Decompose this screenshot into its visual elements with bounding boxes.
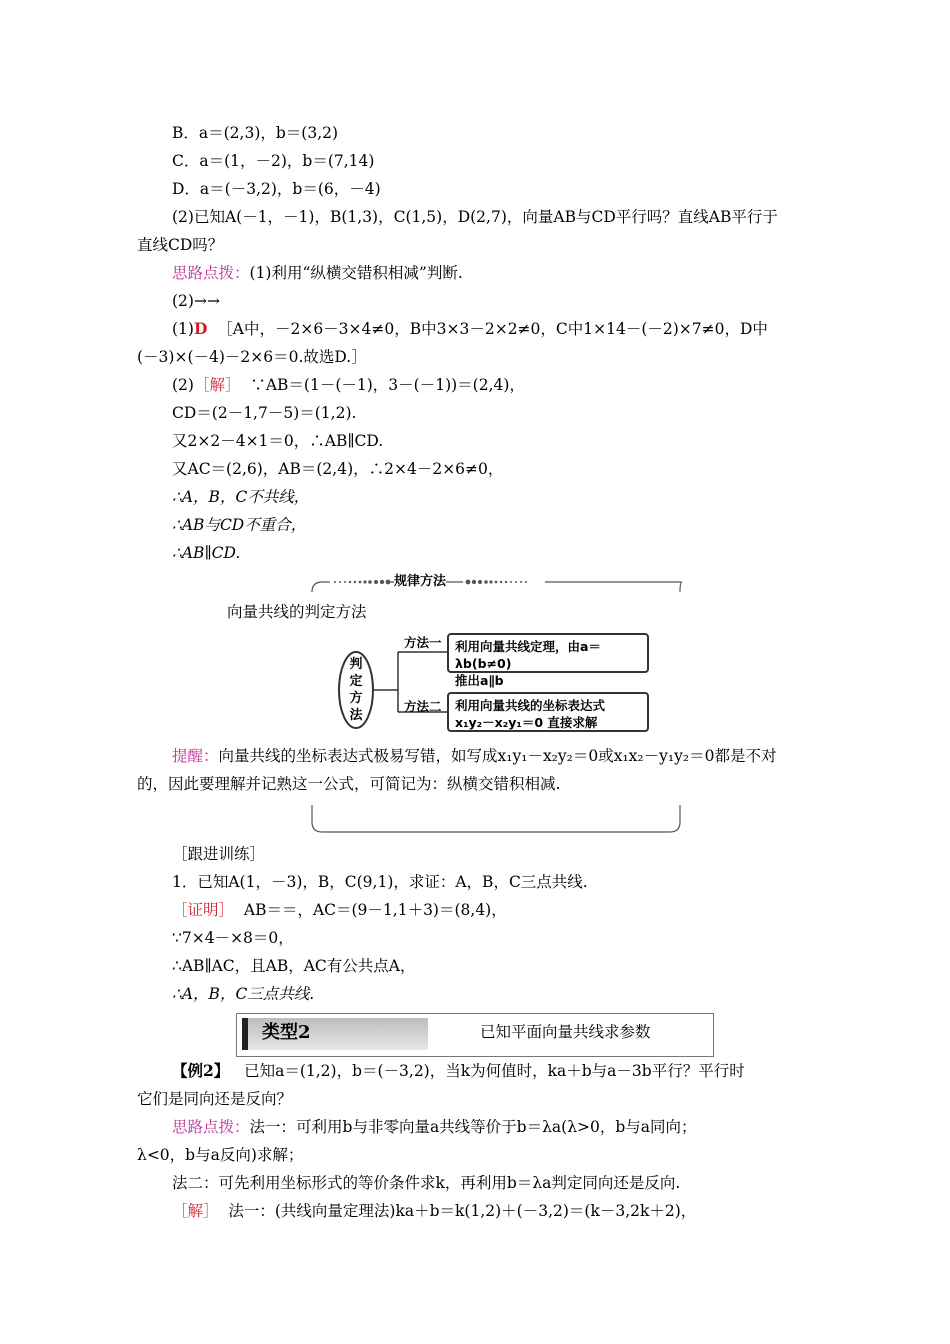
hint-label: 思路点拨： [172, 264, 250, 282]
type2-badge: 类型2 [262, 1022, 311, 1043]
example2-solution-label: ［解］ [172, 1202, 219, 1220]
option-c: C．a＝(1，－2)，b＝(7,14) [172, 152, 375, 170]
example2-hint-line2: λ<0，b与a反向)求解； [137, 1146, 304, 1164]
question-2-line1: (2)已知A(－1，－1)，B(1,3)，C(1,5)，D(2,7)，向量AB与CD平行吗？直线AB平行于 [172, 208, 778, 226]
solution-2-line3: 又2×2－4×1＝0，∴AB∥CD. [172, 432, 384, 450]
solution-2-line6: ∴AB与CD不重合， [172, 516, 307, 534]
method-1-box: 利用向量共线定理，由a＝λb(b≠0) 推出a∥b [447, 633, 649, 673]
solution-2-line4: 又AC＝(2,6)，AB＝(2,4)，∴2×4－2×6≠0， [172, 460, 504, 478]
solution-2-line2: CD＝(2－1,7－5)＝(1,2). [172, 404, 357, 422]
solution-2-line7: ∴AB∥CD. [172, 544, 241, 562]
practice-header: ［跟进训练］ [172, 845, 266, 863]
method-box-title: 向量共线的判定方法 [227, 603, 367, 621]
method-2-box: 利用向量共线的坐标表达式 x₁y₂－x₂y₁＝0 直接求解 [447, 692, 649, 732]
example2-hint-line3: 法二：可先利用坐标形式的等价条件求k，再利用b＝λa判定同向还是反向. [172, 1174, 681, 1192]
proof-line4: ∴A，B，C三点共线. [172, 985, 315, 1003]
method-box-header: 规律方法 [394, 572, 446, 592]
reminder-line2: 的，因此要理解并记熟这一公式，可简记为：纵横交错积相减. [137, 775, 561, 793]
practice-q1: 1．已知A(1，－3)，B，C(9,1)，求证：A，B，C三点共线. [172, 873, 588, 891]
option-d: D．a＝(－3,2)，b＝(6，－4) [172, 180, 381, 198]
answer-1-line1: (1)D ［A中，－2×6－3×4≠0，B中3×3－2×2≠0，C中1×14－(－2)×7≠0，D中 [172, 319, 768, 338]
proof-line2: ∵7×4－×8＝0， [172, 929, 294, 947]
method-1-label: 方法一 [404, 635, 442, 650]
proof-line1: ［证明］ AB＝＝，AC＝(9－1,1＋3)＝(8,4)， [172, 901, 507, 919]
arrows-line: (2)→→ [172, 292, 220, 310]
proof-label: ［证明］ [172, 901, 235, 919]
diagram-center: 判 定 方 法 [349, 657, 363, 723]
example2-hint-label: 思路点拨： [172, 1118, 250, 1136]
answer-letter: D [193, 319, 208, 338]
question-2-line2: 直线CD吗？ [137, 236, 224, 254]
example2-line1: 【例2】 已知a＝(1,2)，b＝(－3,2)，当k为何值时，ka＋b与a－3b平行？平行时 [172, 1061, 745, 1080]
reminder-label: 提醒： [172, 747, 219, 765]
answer-1-line2: (－3)×(－4)－2×6＝0.故选D.］ [137, 348, 367, 366]
solution-2-line5: ∴A，B，C不共线， [172, 488, 310, 506]
method-2-label: 方法二 [404, 699, 442, 714]
option-b: B．a＝(2,3)，b＝(3,2) [172, 124, 339, 142]
type2-title: 已知平面向量共线求参数 [480, 1023, 651, 1041]
proof-line3: ∴AB∥AC，且AB，AC有公共点A， [172, 957, 416, 975]
example2-hint-line1: 思路点拨：法一：可利用b与非零向量a共线等价于b＝λa(λ>0，b与a同向； [172, 1118, 697, 1136]
solution-2-line1: (2)［解］ ∵AB＝(1－(－1)，3－(－1))＝(2,4)， [172, 376, 525, 394]
type2-badge-bar [242, 1018, 248, 1050]
example2-label: 【例2】 [172, 1061, 230, 1080]
reminder-line1: 提醒：向量共线的坐标表达式极易写错，如写成x₁y₁－x₂y₂＝0或x₁x₂－y₁y₂＝0都是不对 [172, 747, 777, 765]
example2-solution-line1: ［解］ 法一：(共线向量定理法)ka＋b＝k(1,2)＋(－3,2)＝(k－3,2k＋2)， [172, 1202, 697, 1220]
example2-line2: 它们是同向还是反向？ [137, 1090, 293, 1108]
hint-text: (1)利用“纵横交错积相减”判断. [249, 264, 463, 282]
solution-label: ［解］ [193, 376, 241, 394]
